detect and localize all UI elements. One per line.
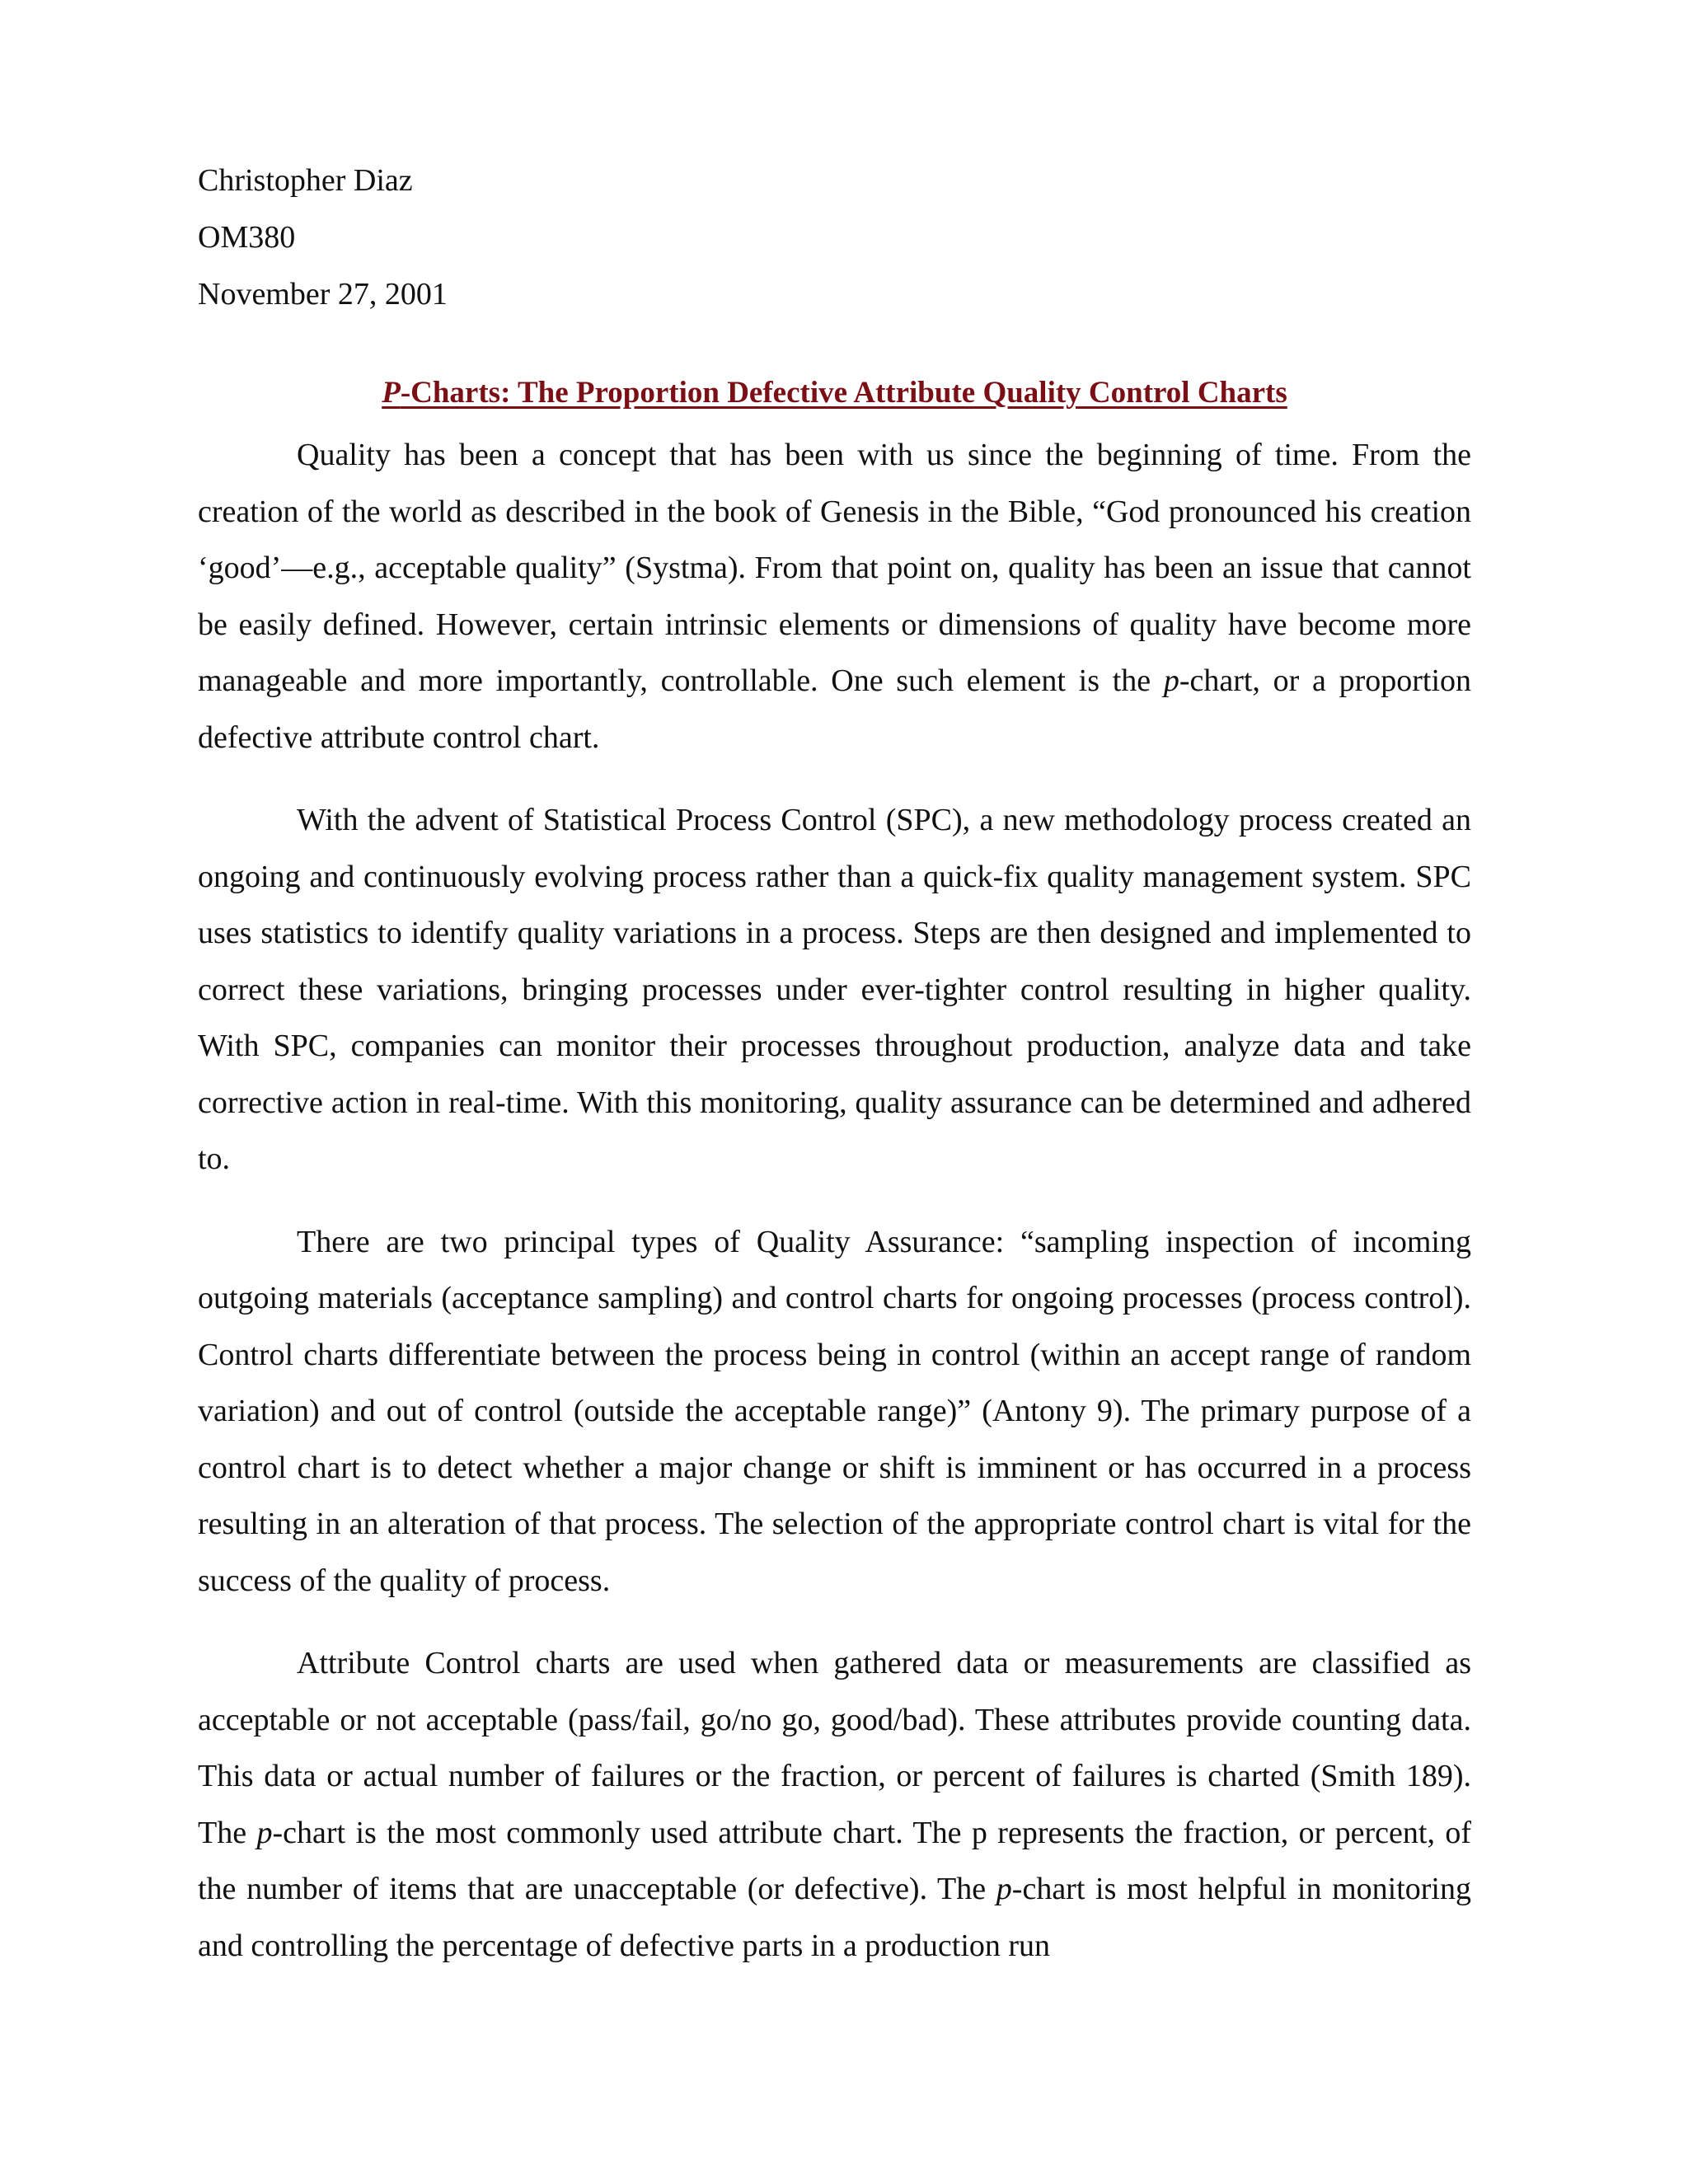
document-page (198, 152, 1471, 1974)
paragraph-1-segment-3: -chart, or a proportion defective attribute control chart. (198, 663, 1472, 755)
paragraph-4-segment-5: -chart is most helpful in monitoring and controlling the percentage of defective parts in a production run (198, 1872, 1471, 1963)
document-date: November 27, 2001 (198, 277, 448, 312)
paragraph-4-segment-1: Attribute Control charts are used when gathered data or measurements are classified as acceptable or not acceptable (pass/fail, go/no go, good/bad). These attributes provide counting data. This data or actual number of failures or the fraction, or percent of failures is charted (Smith 189). The (198, 1646, 1471, 1850)
course-code: OM380 (198, 220, 296, 255)
author-name: Christopher Diaz (198, 163, 413, 198)
paragraph-2-segment-1: With the advent of Statistical Process Control (SPC), a new methodology process created an ongoing and continuously evolving process rather than a quick-fix quality management system. SPC uses statistics to identify quality variations in a process. Steps are then designed and implemented to correct these variations, bringing processes under ever-tighter control resulting in higher quality. With SPC, companies can monitor their processes throughout production, analyze data and take corrective action in real-time. With this monitoring, quality assurance can be determined and adhered to. (198, 803, 1471, 1176)
body-text (198, 427, 1471, 1974)
paragraph-1 (198, 427, 1471, 766)
title-italic-part: P (382, 376, 401, 410)
paragraph-1-italic-p: p (1163, 663, 1179, 698)
paragraph-4-segment-3: -chart is the most commonly used attribute chart. The p represents the fraction, or percent, of the number of items that are unacceptable (or defective). The (198, 1815, 1471, 1906)
paragraph-2 (198, 792, 1471, 1188)
paragraph-1-segment-1: Quality has been a concept that has been with us since the beginning of time. From the creation of the world as described in the book of Genesis in the Bible, “God pronounced his creation ‘good’—e.g., acceptable quality” (Systma). From that point on, quality has been an issue that cannot be easily defined. However, certain intrinsic elements or dimensions of quality have become more manageable and more importantly, controllable. One such element is the (198, 438, 1471, 698)
paragraph-4-italic-p-1: p (256, 1815, 273, 1850)
document-title (198, 370, 1471, 415)
paragraph-4-italic-p-2: p (996, 1872, 1012, 1906)
paragraph-3-segment-1: There are two principal types of Quality Assurance: “sampling inspection of incoming outgoing materials (acceptance sampling) and control charts for ongoing processes (process control). Control charts differentiate between the process being in control (within an accept range of random variation) and out of control (outside the acceptable range)” (Antony 9). The primary purpose of a control chart is to detect whether a major change or shift is imminent or has occurred in a process resulting in an alteration of that process. The selection of the appropriate control chart is vital for the success of the quality of process. (198, 1224, 1471, 1598)
paragraph-4 (198, 1635, 1471, 1974)
title-rest: -Charts: The Proportion Defective Attribute Quality Control Charts (400, 376, 1287, 410)
paragraph-3 (198, 1214, 1471, 1610)
